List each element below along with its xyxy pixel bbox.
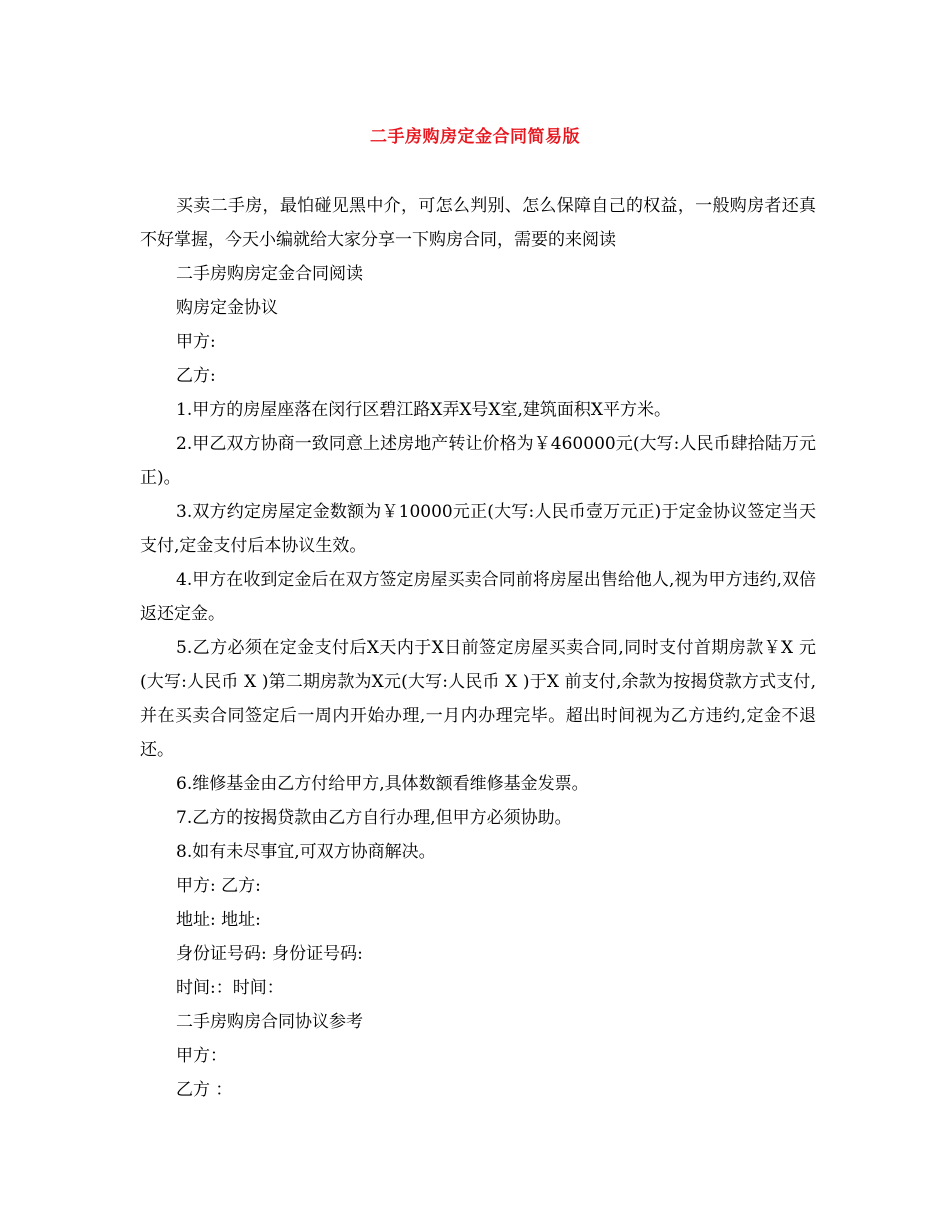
clause-2: 2.甲乙双方协商一致同意上述房地产转让价格为￥460000元(大写:人民币肆拾陆万元正)。 [140,434,816,488]
document-title: 二手房购房定金合同简易版 [370,127,580,147]
paragraph-heading-read: 二手房购房定金合同阅读 [176,264,363,284]
clause-5: 5.乙方必须在定金支付后X天内于X日前签定房屋买卖合同,同时支付首期房款￥X 元(大写:人民币 X )第二期房款为X元(大写:人民币 X )于X 前支付,余款为按揭贷款方式支付,并在买卖合同签定后一周内开始办理,一月内办理完毕。超出时间视为乙方违约,定金不退还。 [140,638,816,760]
clause-8: 8.如有未尽事宜,可双方协商解决。 [176,842,436,862]
signature-time: 时间:：时间： [176,978,284,998]
paragraph-party-b-2: 乙方 ： [176,1080,233,1100]
clause-1: 1.甲方的房屋座落在闵行区碧江路X弄X号X室,建筑面积X平方米。 [176,400,672,420]
paragraph-heading-reference: 二手房购房合同协议参考 [176,1012,363,1032]
signature-parties: 甲方: 乙方: [176,876,261,896]
document-body [140,189,816,1107]
clause-6: 6.维修基金由乙方付给甲方,具体数额看维修基金发票。 [176,774,589,794]
signature-address: 地址: 地址: [176,910,261,930]
signature-id-number: 身份证号码: 身份证号码: [176,944,363,964]
paragraph-intro: 买卖二手房，最怕碰见黑中介，可怎么判别、怎么保障自己的权益，一般购房者还真不好掌握，今天小编就给大家分享一下购房合同，需要的来阅读 [140,196,816,250]
paragraph-party-a-2: 甲方： [176,1046,227,1066]
clause-7: 7.乙方的按揭贷款由乙方自行办理,但甲方必须协助。 [176,808,572,828]
paragraph-party-a: 甲方: [176,332,216,352]
paragraph-heading-agreement: 购房定金协议 [176,298,278,318]
clause-3: 3.双方约定房屋定金数额为￥10000元正(大写:人民币壹万元正)于定金协议签定当天支付,定金支付后本协议生效。 [140,502,816,556]
paragraph-party-b: 乙方: [176,366,216,386]
clause-4: 4.甲方在收到定金后在双方签定房屋买卖合同前将房屋出售给他人,视为甲方违约,双倍返还定金。 [140,570,816,624]
